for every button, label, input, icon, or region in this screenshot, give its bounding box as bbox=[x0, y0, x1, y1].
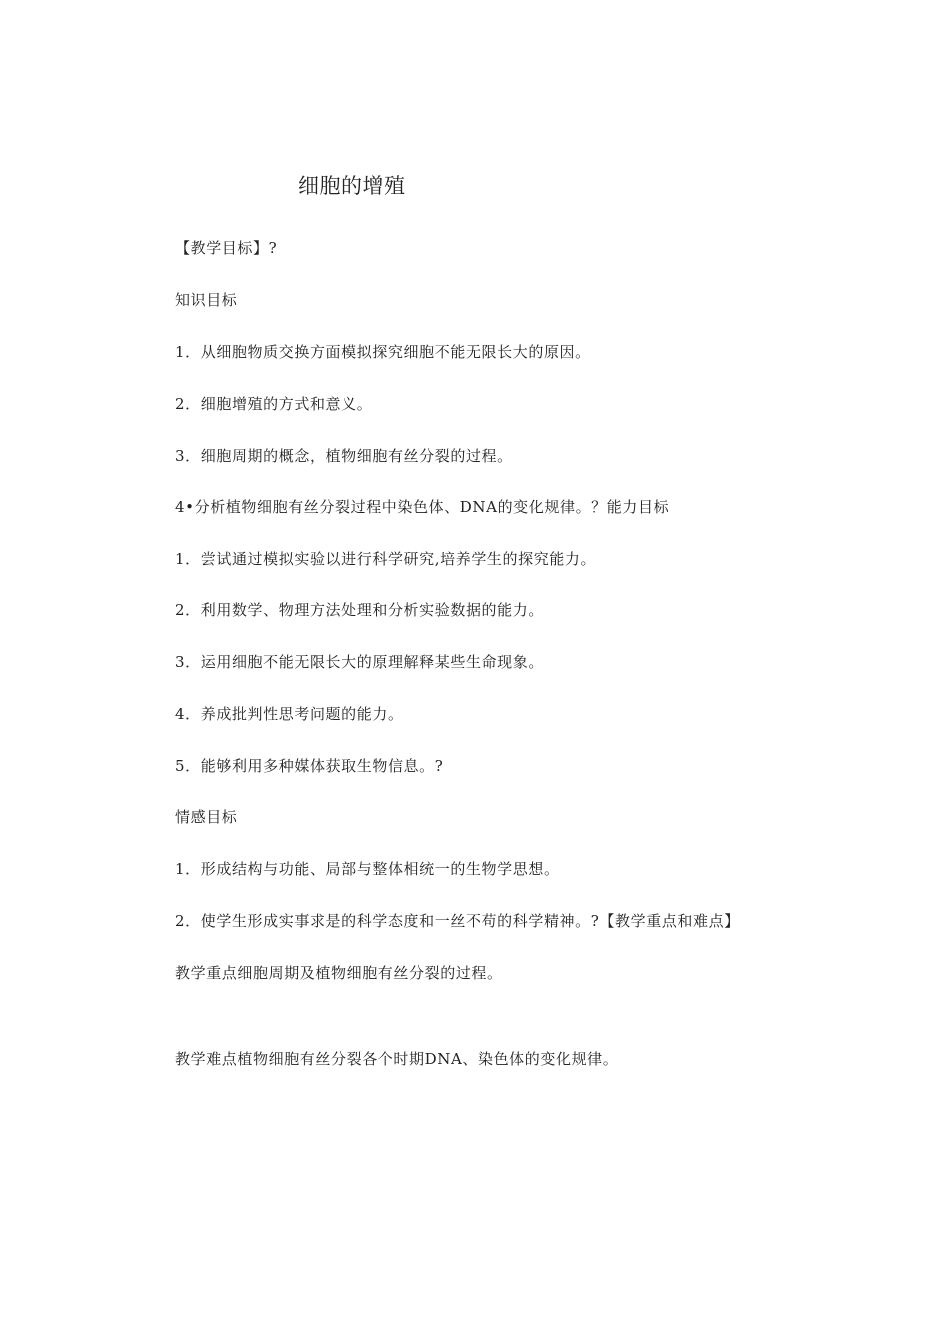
ability-item-2: 2．利用数学、物理方法处理和分析实验数据的能力。 bbox=[175, 601, 544, 619]
document-title: 细胞的增殖 bbox=[298, 174, 406, 198]
emotional-item-1: 1．形成结构与功能、局部与整体相统一的生物学思想。 bbox=[175, 860, 560, 878]
ability-item-5: 5．能够利用多种媒体获取生物信息。? bbox=[175, 757, 444, 775]
knowledge-item-4: 4•分析植物细胞有丝分裂过程中染色体、DNA的变化规律。？能力目标 bbox=[175, 498, 670, 516]
section-heading-teaching-objectives: 【教学目标】? bbox=[175, 239, 278, 257]
emotional-item-2: 2．使学生形成实事求是的科学态度和一丝不苟的科学精神。?【教学重点和难点】 bbox=[175, 912, 740, 930]
knowledge-item-2: 2．细胞增殖的方式和意义。 bbox=[175, 395, 373, 413]
knowledge-item-1: 1．从细胞物质交换方面模拟探究细胞不能无限长大的原因。 bbox=[175, 343, 591, 361]
teaching-key-point: 教学重点细胞周期及植物细胞有丝分裂的过程。 bbox=[175, 964, 503, 982]
teaching-difficult-point: 教学难点植物细胞有丝分裂各个时期DNA、染色体的变化规律。 bbox=[175, 1050, 619, 1068]
ability-item-4: 4．养成批判性思考问题的能力。 bbox=[175, 705, 404, 723]
subheading-emotional-objectives: 情感目标 bbox=[175, 808, 238, 826]
ability-item-3: 3．运用细胞不能无限长大的原理解释某些生命现象。 bbox=[175, 653, 544, 671]
knowledge-item-3: 3．细胞周期的概念，植物细胞有丝分裂的过程。 bbox=[175, 447, 513, 465]
subheading-knowledge-objectives: 知识目标 bbox=[175, 291, 238, 309]
ability-item-1: 1．尝试通过模拟实验以进行科学研究,培养学生的探究能力。 bbox=[175, 550, 597, 568]
